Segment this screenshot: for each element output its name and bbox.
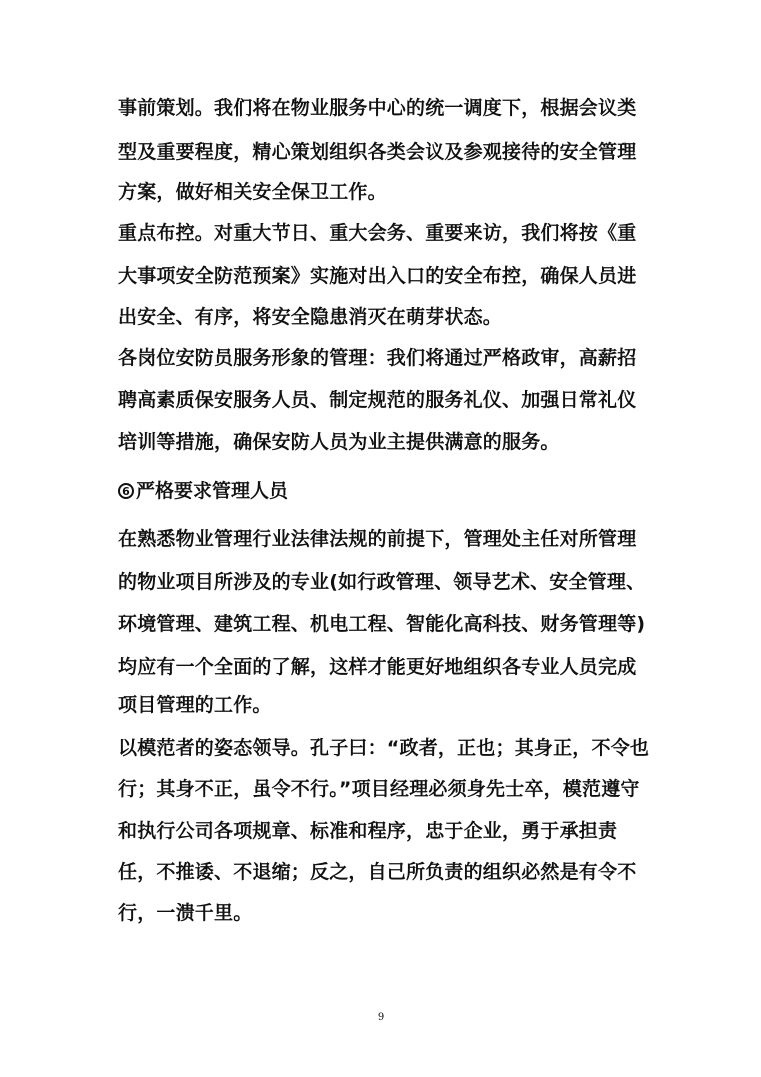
paragraph-line: 行，一溃千里。	[118, 902, 253, 924]
paragraph-line: 聘高素质保安服务人员、制定规范的服务礼仪、加强日常礼仪	[118, 389, 637, 411]
paragraph-line: 均应有一个全面的了解，这样才能更好地组织各专业人员完成	[118, 656, 637, 678]
paragraph-line: 的物业项目所涉及的专业(如行政管理、领导艺术、安全管理、	[118, 571, 646, 593]
paragraph-line: 大事项安全防范预案》实施对出入口的安全布控，确保人员进	[118, 265, 637, 287]
paragraph-line: 以模范者的姿态领导。孔子曰：“政者，正也；其身正，不令也	[118, 737, 650, 759]
paragraph-line: 出安全、有序，将安全隐患消灭在萌芽状态。	[118, 306, 503, 328]
paragraph-line: 重点布控。对重大节日、重大会务、重要来访，我们将按《重	[118, 222, 637, 244]
paragraph-line: 事前策划。我们将在物业服务中心的统一调度下，根据会议类	[118, 97, 637, 119]
paragraph-line: 环境管理、建筑工程、机电工程、智能化高科技、财务管理等)	[118, 613, 646, 635]
section-heading-text: 严格要求管理人员	[136, 480, 289, 502]
paragraph-line: 培训等措施，确保安防人员为业主提供满意的服务。	[118, 431, 560, 453]
paragraph-line: 方案，做好相关安全保卫工作。	[118, 181, 387, 203]
paragraph-line: 项目管理的工作。	[118, 694, 272, 716]
section-heading	[118, 479, 288, 503]
page-number: 9	[377, 1012, 385, 1023]
paragraph-line: 行；其身不正，虽令不行。”项目经理必须身先士卒，模范遵守	[118, 778, 640, 800]
paragraph-line: 任，不推诿、不退缩；反之，自己所负责的组织必然是有令不	[118, 861, 637, 883]
paragraph-line: 各岗位安防员服务形象的管理：我们将通过严格政审，高薪招	[118, 347, 637, 369]
paragraph-line: 在熟悉物业管理行业法律法规的前提下，管理处主任对所管理	[118, 528, 637, 550]
circled-number-icon: 6	[118, 483, 134, 499]
paragraph-line: 型及重要程度，精心策划组织各类会议及参观接待的安全管理	[118, 141, 637, 163]
paragraph-line: 和执行公司各项规章、标准和程序，忠于企业，勇于承担责	[118, 820, 618, 842]
